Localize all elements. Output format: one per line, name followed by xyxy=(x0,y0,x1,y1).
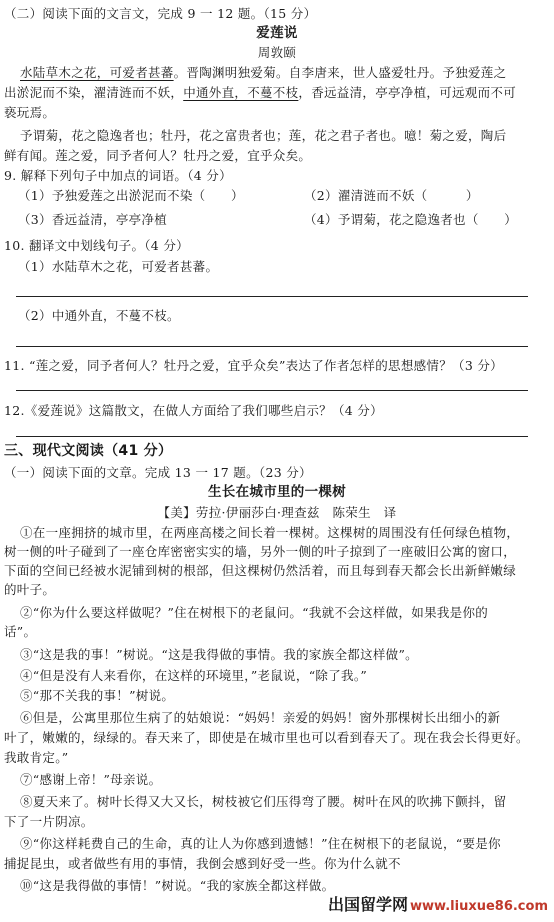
passage-line-1 xyxy=(20,63,506,82)
article-line: 我敢肯定。” xyxy=(4,750,69,765)
underlined-phrase-2: 中通外直，不蔓不枝 xyxy=(183,85,299,100)
article-line: ②“你为什么要这样做呢？”住在树根下的老鼠问。“我就不会这样做，如果我是你的 xyxy=(20,605,489,620)
watermark-text: 出国留学网 xyxy=(328,895,409,914)
article-line: ⑦“感谢上帝！”母亲说。 xyxy=(20,772,162,787)
poem-title: 爱莲说 xyxy=(256,25,298,41)
q10-item-1: （1）水陆草木之花，可爱者甚蕃。 xyxy=(18,259,219,274)
article-line: 树一侧的叶子碰到了一座仓库密密实实的墙，另外一侧的叶子掠到了一座破旧公寓的窗口， xyxy=(4,544,517,559)
q9-item-4: （4）予谓菊，花之隐逸者也（ ） xyxy=(304,212,518,227)
answer-line[interactable] xyxy=(16,346,528,347)
answer-line[interactable] xyxy=(16,296,528,297)
article-line: ⑩“这是我得做的事情！”树说。“我的家族全都这样做。 xyxy=(20,878,335,893)
q10-item-2: （2）中通外直，不蔓不枝。 xyxy=(18,308,180,323)
section3-subheader: （一）阅读下面的文章。完成 13 一 17 题。（23 分） xyxy=(4,465,312,480)
passage-line-2 xyxy=(4,83,516,102)
underlined-phrase-1: 水陆草木之花，可爱者甚蕃 xyxy=(20,65,174,80)
q9-item-2: （2）濯清涟而不妖（ ） xyxy=(304,188,479,203)
article-author: 【美】劳拉·伊丽莎白·理查兹 陈荣生 译 xyxy=(157,505,397,520)
question-12: 12.《爱莲说》这篇散文，在做人方面给了我们哪些启示？（4 分） xyxy=(4,403,383,418)
article-line: ⑧夏天来了。树叶长得又大又长，树枝被它们压得弯了腰。树叶在风的吹拂下颤抖，留 xyxy=(20,794,507,809)
article-line: ①在一座拥挤的城市里，在两座高楼之间长着一棵树。这棵树的周围没有任何绿色植物， xyxy=(20,525,520,540)
article-line: 捕捉昆虫，或者做些有用的事情，我倒会感到好受一些。你为什么就不 xyxy=(4,856,401,871)
poem-author: 周敦颐 xyxy=(257,45,297,60)
article-line: ③“这是我的事！”树说。“这是我得做的事情。我的家族全都这样做”。 xyxy=(20,647,418,662)
passage-line-4: 予谓菊，花之隐逸者也；牡丹，花之富贵者也；莲，花之君子者也。噫！菊之爱，陶后 xyxy=(20,128,507,143)
watermark-url: www.liuxue86.com xyxy=(410,899,548,914)
question-11: 11. “莲之爱，同予者何人？牡丹之爱，宜乎众矣”表达了作者怎样的思想感情？（3 分） xyxy=(4,358,503,373)
passage-line-5: 鲜有闻。莲之爱，同予者何人？牡丹之爱，宜乎众矣。 xyxy=(4,148,312,163)
question-10: 10. 翻译文中划线句子。（4 分） xyxy=(4,238,189,253)
article-line: ④“但是没有人来看你，在这样的环境里，”老鼠说，“除了我。” xyxy=(20,668,368,683)
question-9: 9. 解释下列句子中加点的词语。（4 分） xyxy=(4,168,232,183)
q9-item-1: （1）予独爱莲之出淤泥而不染（ ） xyxy=(18,188,244,203)
answer-line[interactable] xyxy=(16,390,528,391)
section2-header: （二）阅读下面的文言文，完成 9 一 12 题。（15 分） xyxy=(4,6,317,21)
article-title: 生长在城市里的一棵树 xyxy=(208,484,346,500)
passage-text: 。晋陶渊明独爱菊。自李唐来，世人盛爱牡丹。予独爱莲之 xyxy=(173,65,507,80)
article-line: 下了一片阴凉。 xyxy=(4,814,94,829)
passage-line-3: 亵玩焉。 xyxy=(4,105,56,120)
article-line: 的叶子。 xyxy=(4,582,56,597)
article-line: 下面的空间已经被水泥铺到树的根部，但这棵树仍然活着，而且每到春天都会长出新鲜嫩绿 xyxy=(4,563,517,578)
article-line: ⑤“那不关我的事！”树说。 xyxy=(20,688,175,703)
watermark-logo xyxy=(328,895,548,916)
article-line: 叶了，嫩嫩的，绿绿的。春天来了，即使是在城市里也可以看到春天了。现在我会长得更好。 xyxy=(4,730,529,745)
passage-text: ，香远益清，亭亭净植，可远观而不可 xyxy=(298,85,517,100)
answer-line[interactable] xyxy=(16,436,528,437)
passage-text: 出淤泥而不染，濯清涟而不妖， xyxy=(4,85,184,100)
section3-header: 三、现代文阅读（41 分） xyxy=(4,443,173,459)
q9-item-3: （3）香远益清，亭亭净植 xyxy=(18,212,168,227)
article-line: 话”。 xyxy=(4,624,37,639)
article-line: ⑨“你这样耗费自己的生命，真的让人为你感到遗憾！”住在树根下的老鼠说，“要是你 xyxy=(20,836,501,851)
article-line: ⑥但是，公寓里那位生病了的姑娘说：“妈妈！亲爱的妈妈！窗外那棵树长出细小的新 xyxy=(20,710,501,725)
